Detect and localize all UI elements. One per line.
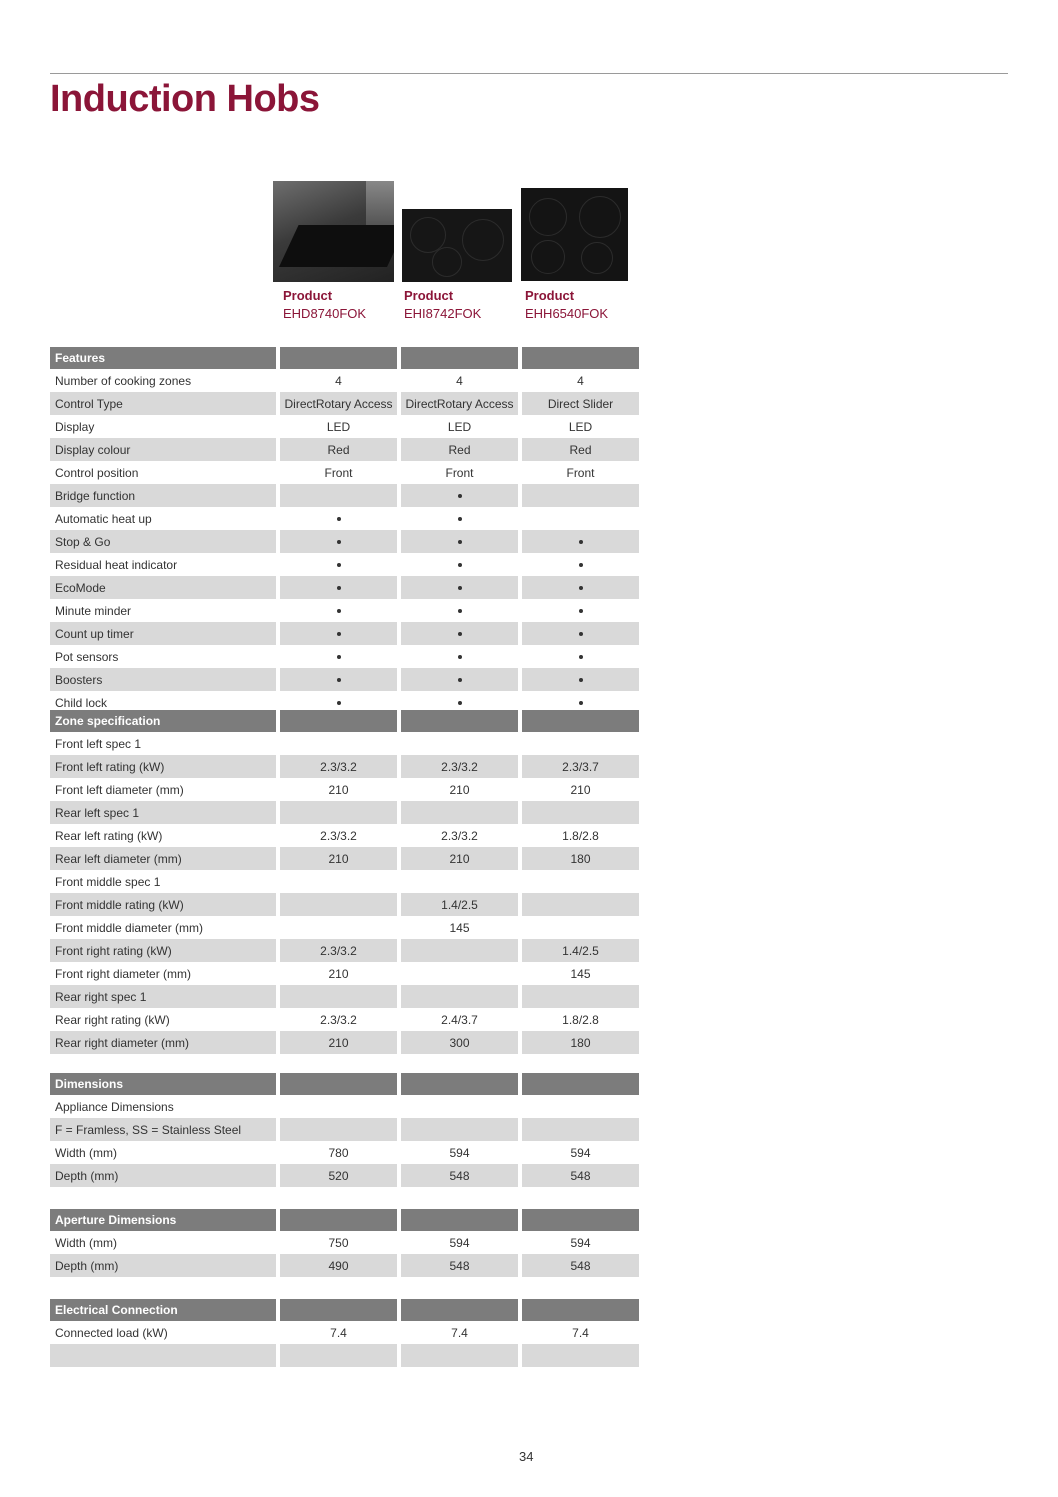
value-cell (522, 893, 639, 916)
bullet-dot-icon (337, 586, 341, 590)
feature-check-cell (401, 576, 518, 599)
value-cell: 2.3/3.2 (320, 828, 357, 843)
bullet-dot-icon (579, 586, 583, 590)
value-cell: Red (280, 438, 397, 461)
section-header-cell (401, 347, 518, 369)
value-cell (401, 962, 518, 985)
feature-check-cell (280, 599, 397, 622)
value-cell: 520 (280, 1164, 397, 1187)
value-cell: 2.3/3.7 (522, 755, 639, 778)
value-cell: 7.4 (451, 1325, 468, 1340)
bullet-dot-icon (458, 494, 462, 498)
table-row (50, 415, 639, 438)
product-code: EHH6540FOK (525, 306, 609, 321)
value-cell: 210 (328, 966, 349, 981)
value-cell (522, 1095, 639, 1118)
bullet-dot-icon (458, 655, 462, 659)
bullet-dot-icon (337, 701, 341, 705)
value-cell (280, 893, 397, 916)
value-cell (401, 801, 518, 824)
table-row (50, 1164, 639, 1187)
row-label: Front right rating (kW) (50, 939, 276, 962)
table-row (50, 1031, 639, 1054)
row-label: EcoMode (50, 576, 276, 599)
bullet-dot-icon (458, 701, 462, 705)
value-cell: 210 (280, 847, 397, 870)
value-cell (401, 870, 518, 893)
bullet-dot-icon (337, 655, 341, 659)
table-row (50, 1141, 639, 1164)
feature-check-cell (522, 645, 639, 668)
feature-check-cell (280, 622, 397, 645)
value-cell (280, 732, 397, 755)
value-cell (522, 484, 639, 507)
product-label: Product (283, 288, 333, 303)
value-cell: 548 (522, 1254, 639, 1277)
bullet-dot-icon (337, 678, 341, 682)
row-label: Residual heat indicator (55, 557, 178, 572)
value-cell: LED (568, 419, 593, 434)
value-cell: Front (445, 465, 474, 480)
row-label: Automatic heat up (55, 511, 152, 526)
cooking-zone (529, 198, 567, 236)
table-row (50, 778, 639, 801)
table-row (50, 369, 639, 392)
feature-check-cell (401, 553, 518, 576)
value-cell: Red (401, 438, 518, 461)
value-cell (522, 870, 639, 893)
table-row (50, 576, 639, 599)
table-row (50, 507, 639, 530)
value-cell: 4 (577, 373, 584, 388)
value-cell (522, 507, 639, 530)
row-label: Depth (mm) (50, 1164, 276, 1187)
table-row (50, 484, 639, 507)
product-image-ehi8742fok (402, 209, 512, 282)
feature-check-cell (522, 576, 639, 599)
table-row (50, 939, 639, 962)
value-cell: 2.3/3.2 (401, 755, 518, 778)
value-cell: 180 (522, 847, 639, 870)
feature-check-cell (280, 507, 397, 530)
section-header-cell (522, 1073, 639, 1095)
value-cell (522, 985, 639, 1008)
table-row (50, 1008, 639, 1031)
cooking-zone (531, 240, 565, 274)
value-cell: 594 (570, 1235, 591, 1250)
value-cell: Direct Slider (522, 392, 639, 415)
section-header-cell (401, 1073, 518, 1095)
section-header-cell (522, 1299, 639, 1321)
bullet-dot-icon (579, 563, 583, 567)
section-header-cell (280, 1209, 397, 1231)
value-cell: 548 (401, 1164, 518, 1187)
feature-check-cell (401, 507, 518, 530)
table-row (50, 824, 639, 847)
value-cell: 1.4/2.5 (401, 893, 518, 916)
row-label: Pot sensors (55, 649, 119, 664)
feature-check-cell (522, 599, 639, 622)
value-cell: 1.4/2.5 (522, 939, 639, 962)
row-label: F = Framless, SS = Stainless Steel (50, 1118, 276, 1141)
section-header-cell (522, 710, 639, 732)
row-label: Count up timer (50, 622, 276, 645)
value-cell: 300 (401, 1031, 518, 1054)
bullet-dot-icon (337, 563, 341, 567)
value-cell: 750 (328, 1235, 349, 1250)
value-cell: 145 (570, 966, 591, 981)
row-label: Bridge function (50, 484, 276, 507)
row-label: Width (mm) (55, 1235, 117, 1250)
row-label: Rear right rating (kW) (55, 1012, 170, 1027)
page-title: Induction Hobs (50, 78, 320, 120)
value-cell: 490 (280, 1254, 397, 1277)
row-label: Depth (mm) (50, 1254, 276, 1277)
row-label: Number of cooking zones (55, 373, 192, 388)
row-label (50, 1344, 276, 1367)
value-cell (522, 801, 639, 824)
value-cell (401, 1344, 518, 1367)
row-label: Display (55, 419, 95, 434)
section-header-cell (280, 1073, 397, 1095)
feature-check-cell (522, 553, 639, 576)
row-label: Width (mm) (55, 1145, 117, 1160)
value-cell: 2.3/3.2 (320, 1012, 357, 1027)
electrical-connection-table (46, 1299, 643, 1367)
cooking-zone (462, 219, 504, 261)
value-cell (401, 1118, 518, 1141)
table-row (50, 553, 639, 576)
value-cell: 1.8/2.8 (562, 1012, 599, 1027)
value-cell: LED (326, 419, 351, 434)
product-image-ehd8740fok (273, 181, 394, 282)
value-cell: Red (522, 438, 639, 461)
page-number: 34 (519, 1449, 534, 1464)
section-header: Electrical Connection (50, 1299, 276, 1321)
value-cell: 2.3/3.2 (280, 755, 397, 778)
value-cell (522, 1344, 639, 1367)
value-cell (280, 985, 397, 1008)
section-header-cell (522, 347, 639, 369)
table-row (50, 1231, 639, 1254)
table-row (50, 985, 639, 1008)
table-row (50, 599, 639, 622)
row-label: Stop & Go (50, 530, 276, 553)
top-rule (50, 73, 1008, 74)
value-cell: DirectRotary Access (401, 392, 518, 415)
table-row (50, 870, 639, 893)
value-cell: 594 (449, 1235, 470, 1250)
value-cell (280, 870, 397, 893)
value-cell: 2.3/3.2 (441, 828, 478, 843)
value-cell (401, 939, 518, 962)
value-cell: 2.4/3.7 (441, 1012, 478, 1027)
feature-check-cell (401, 530, 518, 553)
value-cell: 1.8/2.8 (562, 828, 599, 843)
value-cell (280, 916, 397, 939)
row-label: Rear right diameter (mm) (50, 1031, 276, 1054)
feature-check-cell (280, 530, 397, 553)
section-header-row (50, 347, 639, 369)
value-cell: 210 (449, 782, 470, 797)
value-cell: 780 (328, 1145, 349, 1160)
table-row (50, 438, 639, 461)
value-cell (280, 1344, 397, 1367)
product-code: EHI8742FOK (404, 306, 482, 321)
bullet-dot-icon (579, 632, 583, 636)
value-cell (280, 801, 397, 824)
value-cell (401, 985, 518, 1008)
row-label: Front middle spec 1 (55, 874, 161, 889)
value-cell: 548 (401, 1254, 518, 1277)
section-header-row (50, 1299, 639, 1321)
cooking-zone (579, 196, 621, 238)
feature-check-cell (401, 484, 518, 507)
bullet-dot-icon (579, 678, 583, 682)
value-cell: 145 (449, 920, 470, 935)
value-cell: 210 (328, 782, 349, 797)
value-cell (280, 1118, 397, 1141)
section-header-cell (522, 1209, 639, 1231)
table-row (50, 1254, 639, 1277)
section-header-row (50, 1209, 639, 1231)
value-cell (522, 1118, 639, 1141)
section-header-cell (280, 347, 397, 369)
bullet-dot-icon (337, 517, 341, 521)
row-label: Front left diameter (mm) (55, 782, 184, 797)
feature-check-cell (522, 668, 639, 691)
value-cell (280, 484, 397, 507)
feature-check-cell (280, 668, 397, 691)
feature-check-cell (401, 622, 518, 645)
bullet-dot-icon (337, 632, 341, 636)
product-code: EHD8740FOK (283, 306, 367, 321)
section-header: Aperture Dimensions (50, 1209, 276, 1231)
row-label: Front left spec 1 (55, 736, 142, 751)
table-row (50, 801, 639, 824)
bullet-dot-icon (337, 609, 341, 613)
product-label: Product (525, 288, 575, 303)
row-label: Connected load (kW) (55, 1325, 168, 1340)
feature-check-cell (522, 622, 639, 645)
value-cell (522, 732, 639, 755)
value-cell: 2.3/3.2 (280, 939, 397, 962)
value-cell: 594 (449, 1145, 470, 1160)
row-label: Boosters (50, 668, 276, 691)
bullet-dot-icon (458, 609, 462, 613)
bullet-dot-icon (337, 540, 341, 544)
row-label: Rear left spec 1 (50, 801, 276, 824)
table-row (50, 1118, 639, 1141)
section-header-row (50, 710, 639, 732)
feature-check-cell (401, 645, 518, 668)
row-label: Appliance Dimensions (55, 1099, 174, 1114)
value-cell: LED (447, 419, 472, 434)
product-image-ehh6540fok (521, 188, 628, 281)
value-cell: 594 (570, 1145, 591, 1160)
bullet-dot-icon (458, 540, 462, 544)
features-table (46, 347, 643, 714)
value-cell: 210 (401, 847, 518, 870)
row-label: Front middle rating (kW) (50, 893, 276, 916)
feature-check-cell (280, 645, 397, 668)
section-header: Dimensions (50, 1073, 276, 1095)
table-row (50, 1095, 639, 1118)
section-header: Features (50, 347, 276, 369)
row-label: Control position (55, 465, 139, 480)
section-header-cell (280, 1299, 397, 1321)
value-cell: Front (566, 465, 595, 480)
value-cell: 4 (456, 373, 463, 388)
zone-specification-table (46, 710, 643, 1054)
product-label: Product (404, 288, 454, 303)
table-row (50, 530, 639, 553)
table-row (50, 1321, 639, 1344)
value-cell: 180 (522, 1031, 639, 1054)
table-row (50, 645, 639, 668)
bullet-dot-icon (579, 655, 583, 659)
value-cell: 4 (335, 373, 342, 388)
value-cell: DirectRotary Access (280, 392, 397, 415)
table-row (50, 461, 639, 484)
table-row (50, 893, 639, 916)
bullet-dot-icon (458, 517, 462, 521)
section-header-cell (401, 710, 518, 732)
row-label: Front right diameter (mm) (55, 966, 192, 981)
feature-check-cell (401, 599, 518, 622)
table-row (50, 668, 639, 691)
bullet-dot-icon (458, 678, 462, 682)
bullet-dot-icon (579, 540, 583, 544)
feature-check-cell (280, 553, 397, 576)
row-label: Rear right spec 1 (50, 985, 276, 1008)
section-header-cell (280, 710, 397, 732)
bullet-dot-icon (458, 632, 462, 636)
bullet-dot-icon (458, 563, 462, 567)
value-cell: 210 (570, 782, 591, 797)
section-header: Zone specification (50, 710, 276, 732)
value-cell (401, 732, 518, 755)
table-row (50, 622, 639, 645)
row-label: Rear left diameter (mm) (50, 847, 276, 870)
bullet-dot-icon (458, 586, 462, 590)
section-header-row (50, 1073, 639, 1095)
row-label: Front middle diameter (mm) (55, 920, 204, 935)
row-label: Front left rating (kW) (50, 755, 276, 778)
value-cell: 7.4 (572, 1325, 589, 1340)
table-row (50, 847, 639, 870)
row-label: Control Type (50, 392, 276, 415)
table-row (50, 916, 639, 939)
row-label: Child lock (55, 695, 108, 710)
row-label: Rear left rating (kW) (55, 828, 163, 843)
table-row (50, 1344, 639, 1367)
aperture-dimensions-table (46, 1209, 643, 1277)
table-row (50, 962, 639, 985)
cooking-zone (581, 242, 613, 274)
value-cell: 210 (280, 1031, 397, 1054)
value-cell: 7.4 (330, 1325, 347, 1340)
feature-check-cell (280, 576, 397, 599)
value-cell (401, 1095, 518, 1118)
dimensions-table (46, 1073, 643, 1187)
table-row (50, 732, 639, 755)
hob-surface (279, 225, 394, 267)
value-cell (522, 916, 639, 939)
row-label: Minute minder (55, 603, 132, 618)
feature-check-cell (522, 530, 639, 553)
value-cell: Front (324, 465, 353, 480)
section-header-cell (401, 1299, 518, 1321)
bullet-dot-icon (579, 701, 583, 705)
table-row (50, 755, 639, 778)
cooking-zone (432, 247, 462, 277)
row-label: Display colour (50, 438, 276, 461)
section-header-cell (401, 1209, 518, 1231)
bullet-dot-icon (579, 609, 583, 613)
feature-check-cell (401, 668, 518, 691)
value-cell: 548 (522, 1164, 639, 1187)
value-cell (280, 1095, 397, 1118)
table-row (50, 392, 639, 415)
